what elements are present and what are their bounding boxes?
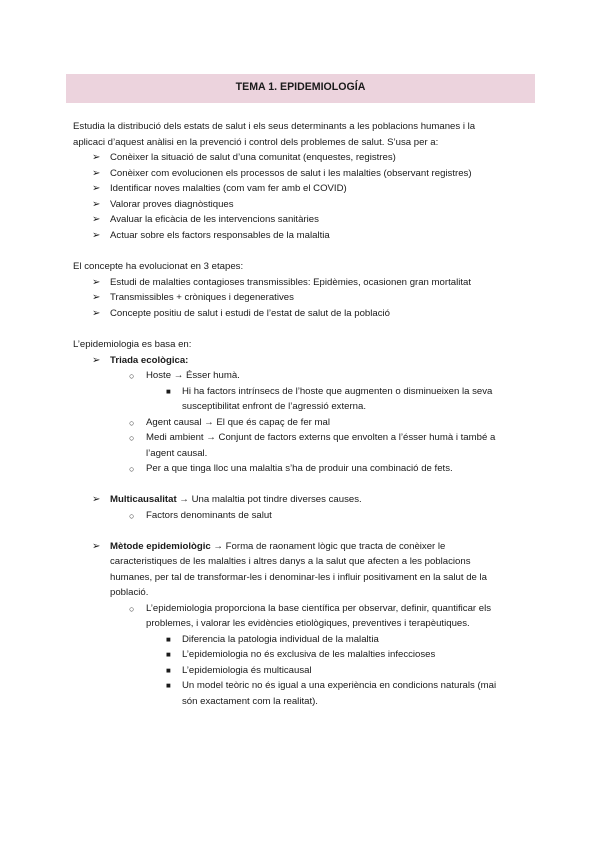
triada-label: Triada ecològica: <box>110 355 189 366</box>
list-item: L’epidemiologia no és exclusiva de les malalties infeccioses <box>182 649 436 660</box>
triada-heading <box>110 355 188 367</box>
arrow-bullet-icon: ➢ <box>92 230 101 241</box>
list-item-cont: l’agent causal. <box>146 448 208 459</box>
circle-bullet-icon: ○ <box>129 418 135 428</box>
circle-bullet-icon: ○ <box>129 433 135 443</box>
square-bullet-icon: ■ <box>166 666 171 675</box>
method-text: → Forma de raonament lògic que tracta de conèixer le <box>210 541 446 552</box>
arrow-bullet-icon: ➢ <box>92 277 101 288</box>
list-item: Hi ha factors intrínsecs de l’hoste que augmenten o disminueixen la seva <box>182 386 493 397</box>
circle-bullet-icon: ○ <box>129 511 135 521</box>
list-item: Agent causal → El que és capaç de fer mal <box>146 417 330 428</box>
list-item: Identificar noves malalties (com vam fer amb el COVID) <box>110 183 347 194</box>
method-label: Mètode epidemiològic <box>110 541 211 552</box>
list-item: Concepte positiu de salut i estudi de l’estat de salut de la població <box>110 308 390 319</box>
list-item: Per a que tinga lloc una malaltia s’ha de produir una combinació de fets. <box>146 463 453 474</box>
arrow-bullet-icon: ➢ <box>92 214 101 225</box>
list-item: Diferencia la patologia individual de la malaltia <box>182 634 379 645</box>
circle-bullet-icon: ○ <box>129 604 135 614</box>
arrow-bullet-icon: ➢ <box>92 308 101 319</box>
list-item: Avaluar la eficàcia de les intervencions sanitàries <box>110 214 319 225</box>
square-bullet-icon: ■ <box>166 635 171 644</box>
multi-text: → Una malaltia pot tindre diverses causes. <box>176 494 362 505</box>
intro-line: aplicaci d’aquest anàlisi en la prevenció i control dels problemes de salut. S’usa per a: <box>73 137 439 148</box>
list-item: Estudi de malalties contagioses transmissibles: Epidèmies, ocasionen gran mortalitat <box>110 277 472 288</box>
list-item-cont: problemes, i valorar les evidències etiològiques, preventives i terapèutiques. <box>146 618 470 629</box>
square-bullet-icon: ■ <box>166 650 171 659</box>
arrow-bullet-icon: ➢ <box>92 541 101 552</box>
list-item: Conèixer com evolucionen els processos de salut i les malalties (observant registres) <box>110 168 472 179</box>
arrow-bullet-icon: ➢ <box>92 152 101 163</box>
intro-line: Estudia la distribució dels estats de salut i els seus determinants a les poblacions humanes i la <box>73 121 476 132</box>
arrow-bullet-icon: ➢ <box>92 292 101 303</box>
arrow-bullet-icon: ➢ <box>92 168 101 179</box>
square-bullet-icon: ■ <box>166 681 171 690</box>
circle-bullet-icon: ○ <box>129 371 135 381</box>
list-item-cont: humanes, per tal de transformar-les i denominar-les i influir positivament en la salut de la <box>110 572 487 583</box>
list-item: Actuar sobre els factors responsables de la malaltia <box>110 230 330 241</box>
section-lead: L’epidemiologia es basa en: <box>73 339 192 350</box>
list-item: L’epidemiologia proporciona la base científica per observar, definir, quantificar els <box>146 603 492 614</box>
arrow-bullet-icon: ➢ <box>92 355 101 366</box>
arrow-bullet-icon: ➢ <box>92 199 101 210</box>
multicausalitat-item <box>110 494 362 506</box>
circle-bullet-icon: ○ <box>129 464 135 474</box>
list-item: Transmissibles + cròniques i degeneratives <box>110 292 294 303</box>
list-item: Medi ambient → Conjunt de factors externs que envolten a l’ésser humà i també a <box>146 432 496 443</box>
arrow-bullet-icon: ➢ <box>92 494 101 505</box>
list-item: Un model teòric no és igual a una experiència en condicions naturals (mai <box>182 680 497 691</box>
list-item: L’epidemiologia és multicausal <box>182 665 312 676</box>
list-item: Valorar proves diagnòstiques <box>110 199 234 210</box>
list-item-cont: caracteristiques de les malalties i altres danys a la salut que afecten a les poblacions <box>110 556 471 567</box>
metode-item <box>110 541 445 553</box>
list-item-cont: són exactament com la realitat). <box>182 696 318 707</box>
list-item: Hoste → Ésser humà. <box>146 370 240 381</box>
square-bullet-icon: ■ <box>166 387 171 396</box>
page-title: TEMA 1. EPIDEMIOLOGÍA <box>235 81 366 93</box>
section-lead: El concepte ha evolucionat en 3 etapes: <box>73 261 244 272</box>
multi-label: Multicausalitat <box>110 494 177 505</box>
list-item-cont: susceptibilitat enfront de l’agressió externa. <box>182 401 366 412</box>
arrow-bullet-icon: ➢ <box>92 183 101 194</box>
list-item: Factors denominants de salut <box>146 510 272 521</box>
list-item: Conèixer la situació de salut d’una comunitat (enquestes, registres) <box>110 152 396 163</box>
list-item-cont: població. <box>110 587 149 598</box>
